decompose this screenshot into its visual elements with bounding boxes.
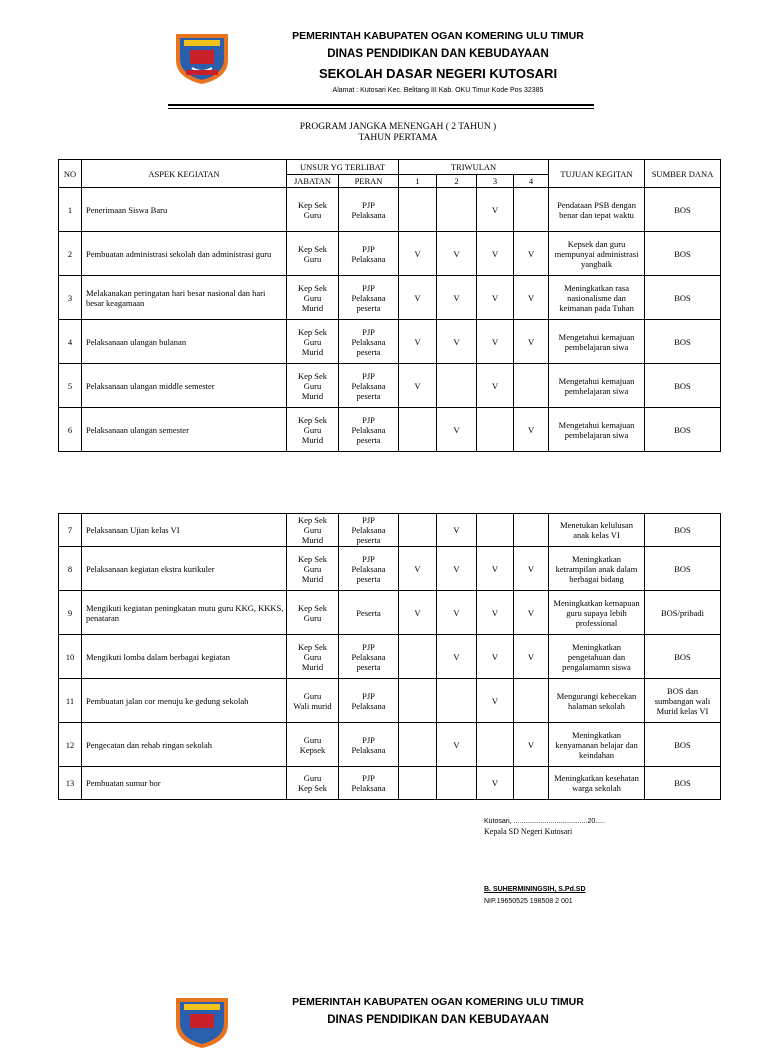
cell-jabatan: Guru Kep Sek xyxy=(287,767,339,800)
header-aspek: ASPEK KEGIATAN xyxy=(82,160,287,188)
cell-t4: V xyxy=(514,591,549,635)
cell-no: 2 xyxy=(59,232,82,276)
cell-peran: PJP Pelaksana peserta xyxy=(339,276,399,320)
cell-aspek: Pengecatan dan rehab ringan sekolah xyxy=(82,723,287,767)
table-row xyxy=(59,591,721,635)
header-t4: 4 xyxy=(514,175,549,188)
cell-tujuan: Meningkatkan rasa nasionalisme dan keimanan pada Tuhan xyxy=(549,276,645,320)
letterhead xyxy=(250,30,626,94)
cell-t2: V xyxy=(437,591,477,635)
cell-t3: V xyxy=(477,364,514,408)
table-row xyxy=(59,364,721,408)
table-row xyxy=(59,679,721,723)
cell-sumber: BOS xyxy=(645,276,721,320)
cell-aspek: Melakanakan peringatan hari besar nasional dan hari besar keagamaan xyxy=(82,276,287,320)
cell-no: 11 xyxy=(59,679,82,723)
cell-t1: V xyxy=(399,591,437,635)
cell-sumber: BOS xyxy=(645,723,721,767)
cell-t3 xyxy=(477,723,514,767)
letterhead-rule xyxy=(168,104,594,109)
cell-peran: PJP Pelaksana peserta xyxy=(339,408,399,452)
cell-no: 8 xyxy=(59,547,82,591)
cell-t3: V xyxy=(477,679,514,723)
signature-place-date: Kutosari, ......................................20..... xyxy=(484,818,605,825)
cell-jabatan: Kep Sek Guru Murid xyxy=(287,408,339,452)
cell-tujuan: Mengetahui kemajuan pembelajaran siwa xyxy=(549,408,645,452)
program-table-1 xyxy=(58,159,721,452)
cell-t1: V xyxy=(399,547,437,591)
cell-t2: V xyxy=(437,320,477,364)
table-row xyxy=(59,320,721,364)
table-row xyxy=(59,514,721,547)
cell-t1 xyxy=(399,635,437,679)
letterhead-address: Alamat : Kutosari Kec. Belitang III Kab. OKU Timur Kode Pos 32385 xyxy=(332,87,544,94)
cell-jabatan: Kep Sek Guru xyxy=(287,188,339,232)
header-no: NO xyxy=(59,160,82,188)
table-row xyxy=(59,547,721,591)
header-t2: 2 xyxy=(437,175,477,188)
table-row xyxy=(59,767,721,800)
cell-sumber: BOS/pribadi xyxy=(645,591,721,635)
cell-aspek: Mengikuti lomba dalam berbagai kegiatan xyxy=(82,635,287,679)
cell-t3: V xyxy=(477,320,514,364)
header-tujuan: TUJUAN KEGITAN xyxy=(549,160,645,188)
cell-aspek: Pelaksanaan ulangan bulanan xyxy=(82,320,287,364)
cell-t3 xyxy=(477,408,514,452)
signature-nip: NIP.19650525 198508 2 001 xyxy=(484,898,573,905)
cell-no: 10 xyxy=(59,635,82,679)
cell-jabatan: Kep Sek Guru xyxy=(287,591,339,635)
cell-t1 xyxy=(399,408,437,452)
cell-t2 xyxy=(437,188,477,232)
cell-t3: V xyxy=(477,232,514,276)
cell-aspek: Pelaksanaan ulangan semester xyxy=(82,408,287,452)
cell-sumber: BOS xyxy=(645,767,721,800)
cell-no: 9 xyxy=(59,591,82,635)
cell-t4 xyxy=(514,514,549,547)
cell-t4 xyxy=(514,767,549,800)
cell-sumber: BOS xyxy=(645,320,721,364)
cell-t2 xyxy=(437,364,477,408)
signature-block xyxy=(484,818,605,905)
header-jabatan: JABATAN xyxy=(287,175,339,188)
table-row xyxy=(59,188,721,232)
cell-sumber: BOS xyxy=(645,188,721,232)
cell-t3: V xyxy=(477,276,514,320)
cell-t1 xyxy=(399,767,437,800)
cell-jabatan: Kep Sek Guru Murid xyxy=(287,547,339,591)
cell-jabatan: Kep Sek Guru Murid xyxy=(287,635,339,679)
header-sumber: SUMBER DANA xyxy=(645,160,721,188)
cell-t2 xyxy=(437,767,477,800)
program-subtitle: TAHUN PERTAMA xyxy=(358,133,438,143)
table-row xyxy=(59,408,721,452)
cell-jabatan: Guru Kepsek xyxy=(287,723,339,767)
cell-tujuan: Meningkatkan kemapuan guru supaya lebih professional xyxy=(549,591,645,635)
cell-aspek: Pelaksanaan kegiatan ekstra kurikuler xyxy=(82,547,287,591)
cell-peran: Peserta xyxy=(339,591,399,635)
cell-no: 5 xyxy=(59,364,82,408)
cell-peran: PJP Pelaksana peserta xyxy=(339,547,399,591)
header-t3: 3 xyxy=(477,175,514,188)
cell-jabatan: Kep Sek Guru Murid xyxy=(287,276,339,320)
cell-t4 xyxy=(514,188,549,232)
cell-peran: PJP Pelaksana xyxy=(339,679,399,723)
cell-no: 13 xyxy=(59,767,82,800)
letterhead-government: PEMERINTAH KABUPATEN OGAN KOMERING ULU TIMUR xyxy=(292,30,584,42)
cell-no: 12 xyxy=(59,723,82,767)
cell-peran: PJP Pelaksana xyxy=(339,767,399,800)
cell-t4: V xyxy=(514,232,549,276)
cell-t4 xyxy=(514,679,549,723)
cell-t3: V xyxy=(477,591,514,635)
cell-no: 1 xyxy=(59,188,82,232)
cell-t4: V xyxy=(514,723,549,767)
cell-tujuan: Pendataan PSB dengan benar dan tepat waktu xyxy=(549,188,645,232)
school-logo-page2 xyxy=(172,994,232,1050)
cell-t2 xyxy=(437,679,477,723)
cell-tujuan: Mengurangi kebecekan halaman sekolah xyxy=(549,679,645,723)
cell-t1 xyxy=(399,188,437,232)
cell-t2: V xyxy=(437,514,477,547)
program-title xyxy=(0,122,768,144)
cell-tujuan: Mengetahui kemajuan pembelajaran siwa xyxy=(549,364,645,408)
cell-aspek: Pelaksanaan Ujian kelas VI xyxy=(82,514,287,547)
school-logo xyxy=(172,30,232,86)
cell-peran: PJP Pelaksana xyxy=(339,232,399,276)
cell-t2: V xyxy=(437,723,477,767)
cell-peran: PJP Pelaksana xyxy=(339,723,399,767)
letterhead-page2 xyxy=(250,996,626,1026)
cell-jabatan: Kep Sek Guru Murid xyxy=(287,514,339,547)
header-triwulan: TRIWULAN xyxy=(399,160,549,175)
cell-t4: V xyxy=(514,635,549,679)
cell-no: 3 xyxy=(59,276,82,320)
header-t1: 1 xyxy=(399,175,437,188)
cell-t3: V xyxy=(477,635,514,679)
cell-t4: V xyxy=(514,547,549,591)
program-table-2 xyxy=(58,513,721,800)
cell-t1 xyxy=(399,679,437,723)
cell-peran: PJP Pelaksana xyxy=(339,188,399,232)
program-title-line: PROGRAM JANGKA MENENGAH ( 2 TAHUN ) xyxy=(299,122,497,132)
letterhead-department: DINAS PENDIDIKAN DAN KEBUDAYAAN xyxy=(327,48,549,60)
cell-jabatan: Kep Sek Guru Murid xyxy=(287,364,339,408)
cell-aspek: Pelaksanaan ulangan middle semester xyxy=(82,364,287,408)
cell-aspek: Pembuatan sumur bor xyxy=(82,767,287,800)
cell-no: 7 xyxy=(59,514,82,547)
cell-t3 xyxy=(477,514,514,547)
cell-t4: V xyxy=(514,276,549,320)
cell-jabatan: Guru Wali murid xyxy=(287,679,339,723)
letterhead-department-page2: DINAS PENDIDIKAN DAN KEBUDAYAAN xyxy=(327,1014,549,1026)
cell-t3: V xyxy=(477,767,514,800)
cell-aspek: Pembuatan administrasi sekolah dan administrasi guru xyxy=(82,232,287,276)
cell-tujuan: Mengetahui kemajuan pembelajaran siwa xyxy=(549,320,645,364)
cell-t1: V xyxy=(399,320,437,364)
cell-t2: V xyxy=(437,232,477,276)
cell-jabatan: Kep Sek Guru Murid xyxy=(287,320,339,364)
signature-name: B. SUHERMININGSIH, S.Pd.SD xyxy=(484,886,586,893)
cell-t4 xyxy=(514,364,549,408)
letterhead-government-page2: PEMERINTAH KABUPATEN OGAN KOMERING ULU TIMUR xyxy=(292,996,584,1008)
cell-no: 4 xyxy=(59,320,82,364)
cell-tujuan: Menetukan kelulusan anak kelas VI xyxy=(549,514,645,547)
signature-title: Kepala SD Negeri Kutosari xyxy=(484,827,573,836)
letterhead-school: SEKOLAH DASAR NEGERI KUTOSARI xyxy=(318,66,558,81)
cell-t1: V xyxy=(399,232,437,276)
cell-peran: PJP Pelaksana peserta xyxy=(339,364,399,408)
cell-t1 xyxy=(399,514,437,547)
cell-jabatan: Kep Sek Guru xyxy=(287,232,339,276)
cell-t4: V xyxy=(514,320,549,364)
cell-aspek: Pembuatan jalan cor menuju ke gedung sekolah xyxy=(82,679,287,723)
cell-t3: V xyxy=(477,188,514,232)
cell-sumber: BOS dan sumbangan wali Murid kelas VI xyxy=(645,679,721,723)
cell-t1: V xyxy=(399,276,437,320)
cell-sumber: BOS xyxy=(645,232,721,276)
cell-sumber: BOS xyxy=(645,514,721,547)
cell-no: 6 xyxy=(59,408,82,452)
cell-tujuan: Meningkatkan kenyamanan belajar dan keindahan xyxy=(549,723,645,767)
cell-t3: V xyxy=(477,547,514,591)
table-row xyxy=(59,723,721,767)
header-unsur: UNSUR YG TERLIBAT xyxy=(287,160,399,175)
cell-t2: V xyxy=(437,408,477,452)
cell-tujuan: Kepsek dan guru mempunyai administrasi yangbaik xyxy=(549,232,645,276)
cell-t4: V xyxy=(514,408,549,452)
cell-tujuan: Meningkatkan pengetahuan dan pengalamamn siswa xyxy=(549,635,645,679)
header-peran: PERAN xyxy=(339,175,399,188)
cell-peran: PJP Pelaksana peserta xyxy=(339,514,399,547)
table-row xyxy=(59,635,721,679)
cell-peran: PJP Pelaksana peserta xyxy=(339,635,399,679)
cell-t2: V xyxy=(437,276,477,320)
cell-sumber: BOS xyxy=(645,364,721,408)
cell-t2: V xyxy=(437,547,477,591)
cell-aspek: Penerimaan Siswa Baru xyxy=(82,188,287,232)
cell-aspek: Mengikuti kegiatan peningkatan mutu guru KKG, KKKS, penataran xyxy=(82,591,287,635)
cell-sumber: BOS xyxy=(645,547,721,591)
table-row xyxy=(59,232,721,276)
cell-tujuan: Meningkatkan ketrampilan anak dalam berbagai bidang xyxy=(549,547,645,591)
cell-t2: V xyxy=(437,635,477,679)
cell-t1 xyxy=(399,723,437,767)
cell-peran: PJP Pelaksana peserta xyxy=(339,320,399,364)
cell-tujuan: Meningkatkan kesehatan warga sekolah xyxy=(549,767,645,800)
cell-t1: V xyxy=(399,364,437,408)
cell-sumber: BOS xyxy=(645,635,721,679)
cell-sumber: BOS xyxy=(645,408,721,452)
table-row xyxy=(59,276,721,320)
